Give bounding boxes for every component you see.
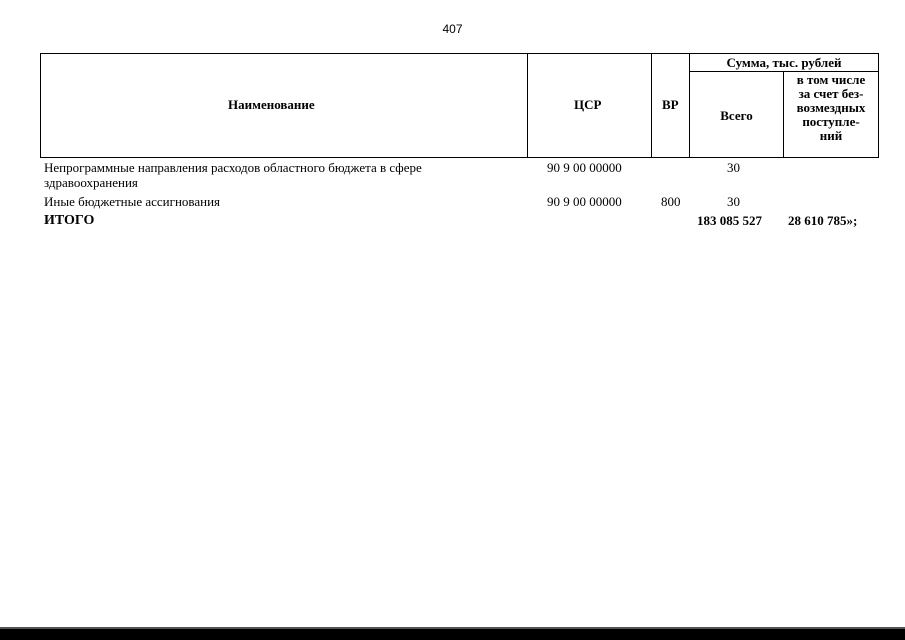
row-csr: 90 9 00 00000 xyxy=(547,160,622,175)
column-header-grants xyxy=(784,73,878,143)
scan-bottom-border xyxy=(0,629,905,640)
row-name-line: здравоохранения xyxy=(44,175,138,190)
row-csr: 90 9 00 00000 xyxy=(547,194,622,209)
header-divider-vr xyxy=(651,53,652,158)
header-divider-csr xyxy=(527,53,528,158)
grants-line: за счет без- xyxy=(798,86,864,101)
header-right-rule xyxy=(878,53,879,158)
row-name-line: Непрограммные направления расходов областного бюджета в сфере xyxy=(44,160,422,175)
header-left-rule xyxy=(40,53,41,158)
grants-line: возмездных xyxy=(796,100,866,115)
row-name-line: Иные бюджетные ассигнования xyxy=(44,194,221,209)
page-number: 407 xyxy=(442,22,463,36)
row-vr: 800 xyxy=(661,194,681,209)
row-total: 30 xyxy=(727,160,740,175)
column-header-csr: ЦСР xyxy=(574,97,602,112)
total-grants: 28 610 785»; xyxy=(788,213,858,228)
header-top-rule xyxy=(40,53,879,54)
total-label: ИТОГО xyxy=(44,213,95,228)
grants-line: в том числе xyxy=(796,72,866,87)
column-header-sum-group: Сумма, тыс. рублей xyxy=(726,55,842,70)
grants-line: поступле- xyxy=(802,114,860,129)
column-header-total: Всего xyxy=(720,108,753,123)
total-sum: 183 085 527 xyxy=(697,213,762,228)
header-bottom-rule xyxy=(40,157,879,158)
row-total: 30 xyxy=(727,194,740,209)
column-header-name: Наименование xyxy=(228,97,315,112)
column-header-vr: ВР xyxy=(662,97,679,112)
grants-line: ний xyxy=(819,128,843,143)
